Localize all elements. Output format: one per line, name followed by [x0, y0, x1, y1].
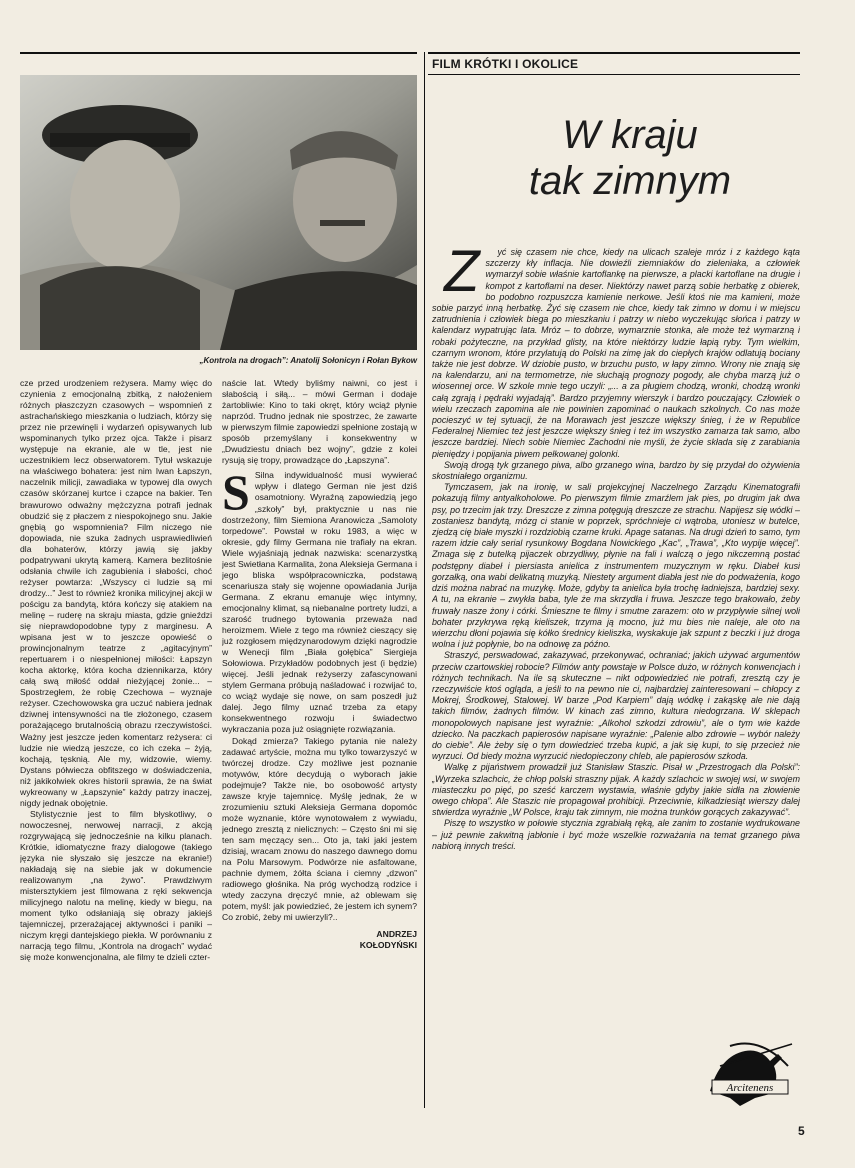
logo-text: Arcitenens — [726, 1082, 774, 1094]
photo-caption: „Kontrola na drogach”: Anatolij Sołonicyn i Rołan Bykow — [199, 356, 417, 365]
headline-line-1: W kraju — [562, 113, 698, 157]
photo-illustration — [20, 75, 417, 350]
headline-line-2: tak zimnym — [528, 159, 732, 203]
archer-icon — [700, 1036, 800, 1111]
feuilleton-paragraph-text: yć się czasem nie chce, kiedy na ulicach szaleje mróz i z każdego kąta szczerzy kły inflacja. Nie dowieźli ziemniaków do zieleniaka, a człowiek wymarzył sobie właśnie kartoflankę na pierwsze, a placki kartoflane na drugie i kompot z kartoflami na deser. Niektórzy nawet parzą sobie herbatkę z obierek, bo podobno rozpuszcza kamienie nerkowe. Jeśli ktoś nie ma kamieni, może sobie parzyć inną herbatkę. Żyć się czasem nie chce, kiedy tak zimno w domu i w miejscu zatrudnienia i człowiek biega po mieszkaniu i patrzy w niebo wyczekując słońca i patrzy w kalendarz wypatrując lata. Mróz – to dobrze, wymarznie stonka, ale może też wymarzną i robaki pożyteczne, na przykład glisty, na które niektórzy ludzie łapią ryby. Tym wielkim, czarnym wronom, które przylatują do Polski na zimę jak do ciepłych krajów odlatują bociany także nie jest dobrze. W dziobie pusto, w brzuchu pusto, w łapy zimno. Wrony nie znają się na kalendarzu, ani na termometrze, nie słuchają prognozy pogody, ale chyba marzą już o wiosennej orce. W szkole mnie tego uczyli: „... a za pługiem chodzą, wronki, chodzą wronki całą zgrają i pędraki wyjadają”. Bardzo przyjemny wierszyk i bardzo pouczający. Człowiek o wielu rzeczach zapomina ale nie powinien zapominać o naukach szkolnych. Co nas może pocieszyć w tej sytuacji, że na Morawach jest jeszcze większy śnieg, i że w Republice Federalnej Niemiec też jest jeszcze większy śnieg i też im wszystko zamarza tak samo, albo jeszcze bardziej. Niech sobie Niemiec Zachodni nie myśli, że życie składa się z zarabiania pieniędzy i popijania piwem pełkowanej golonki. — [432, 247, 800, 459]
film-still-photo — [20, 75, 417, 350]
dropcap-s: S — [222, 464, 250, 521]
article-headline — [480, 112, 780, 204]
col2-paragraph: naście lat. Wtedy byliśmy naiwni, co jest i słabością i siłą... – mówi German i dodaje żartobliwie: Kino to taki okręt, który wciąż płynie naprzód. Trudno jednak nie spostrzec, że zawarte w pierwszym filmie zapowiedzi spełnione zostają w sposób przemyślany i konsekwentny w „Dwudziestu dniach bez wojny”, gdzie z kolei rysują się tropy, prowadzące do „Łapszyna”. — [222, 378, 417, 466]
feuilleton-paragraph: Piszę to wszystko w połowie stycznia zgrabiałą ręką, ale zanim to zostanie wydrukowane – już pewnie zakwitną jabłonie i być może wszelkie rozważania na temat grzanego piwa nabiorą innych treści. — [432, 818, 800, 851]
col1-paragraph: Stylistycznie jest to film błyskotliwy, o nowoczesnej, nerwowej narracji, z akcją rozgrywającą się jednocześnie na kilku planach. Krótkie, idiomatyczne frazy dialogowe (takiego języka nie słyszało się jeszcze na ekranie!) nakładają się na siebie jak w dokumencie realizowanym „na żywo”. Prawdziwym mistersztykiem jest filmowana z ręki sekwencja milicyjnego nalotu na melinę, kiedy w biegu, na moment tylko odsłaniają się obrazy jakiejś tajemniczej, przerażającej aktywności i paniki – niczym kręgi dantejskiego piekła. W porównaniu z narracją tego filmu, „Kontrola na drogach” wydać się może konwencjonalna, ale filmy te dzieli czter- — [20, 808, 212, 963]
section-label: FILM KRÓTKI I OKOLICE — [432, 57, 579, 71]
feuilleton-paragraph: Straszyć, perswadować, zakazywać, przekonywać, ochraniać; jakich używać argumentów przeciw czartowskiej robocie? Filmów anty powstaje w Polsce dużo, w różnych konwencjach i różnych technikach. Na ile są skuteczne – nikt odpowiedzieć nie potrafi, zresztą czy je rzeczywiście ktoś ogląda, a jeśli to na pewno nie ci, najbardziej zainteresowani – chłopcy z Mokrej, Środkowej, Stalowej. W barze „Pod Karpiem” dają wódkę i zakąskę ale nie dają takich filmów, żadnych filmów. W kinach zaś zimno, kultura niedogrzana. W sklepach monopolowych napisane jest wyraźnie: „Alkohol szkodzi zdrowiu”, ale o tym wie każde dziecko. Na paczkach papierosów napisane wyraźnie: „Palenie albo zdrowie – wybór należy do ciebie”. Ale żeby się o tym dowiedzieć trzeba kupić, a jak się kupi, to się przecież nie wyrzuci. Od biedy można wyrzucić niedopieczony chleb, ale papierosów szkoda. — [432, 650, 800, 762]
article-column-2 — [222, 378, 417, 1108]
article-column-1 — [20, 378, 212, 1110]
feuilleton-paragraph: Walkę z pijaństwem prowadził już Stanisław Staszic. Pisał w „Przestrogach dla Polski”: „Wyrzeka szlachcic, że chłop polski straszny pijak. A każdy szlachcic w swojej wsi, w swojem miasteczku po pięć, po sześć karczem wystawia, właśnie gdyby jakie sidła na złowienie owego chłopa”. Ale Staszic nie propagował prohibicji. Przeciwnie, kilkadziesiąt wierszy dalej stwierdza wyraźnie „W Polsce, kraju tak zimnym, nie można trunków gorących zakazywać”. — [432, 762, 800, 818]
top-rule-left — [20, 52, 417, 54]
dropcap-z: Z — [444, 247, 480, 304]
col2-paragraph-silna — [222, 464, 417, 735]
feuilleton-paragraph-first — [432, 247, 800, 460]
arcitenens-logo — [700, 1036, 800, 1111]
col1-paragraph: cze przed urodzeniem reżysera. Mamy więc do czynienia z emocjonalną zbitką, z nałożeniem różnych płaszczyzn czasowych – wspomnień z astrachańskiego mieszkania o ludziach, którzy się przez nie przewinęli i wydarzeń opisywanych lub wspominanych tylko przez ojca. Także i pisarz występuje na ekranie, ale w tle, jest nie uczestnikiem lecz obserwatorem. Tytuł wskazuje na właściwego bohatera: jest nim Iwan Łapszyn, naczelnik milicji, zawadiaka w typowej dla owych czasów skórzanej kurtce i czapce na bakier. Ten brawurowo odważny mężczyzna potrafi jednak obudzić się z płaczem z niespokojnego snu. Jakie gnębią go wspomnienia? Film niczego nie dopowiada, nie szuka żadnych usprawiedliwień dla bohaterów, którzy jawią się jakby podpatrywani ukrytą kamerą. Kamera bezlitośnie odsłania chwile ich zagubienia i słabości, choć reżyser powtarza: „Wszyscy ci ludzie są mi drodzy...” Jest to również kronika milicyjnej akcji w pościgu za bandytą, która kończy się atakiem na melinę – ruderę na skraju miasta, gdzie gnieździ się nieprawdopodobne typy z marginesu. A wpisana jest w to jeszcze opowieść o prowincjonalnym teatrze z „agitacyjnym” repertuarem i o niespełnionej miłości: Łapszyn kocha aktorkę, która kocha dziennikarza, który całą swą miłość oddał nieżyjącej żonie... – Spostrzegłem, że robię Czechowa – wyznaje reżyser. Czechowowska gra uczuć nabiera jednak dziwnej intensywności na tle złożonego, czasem porażającego brutalnością obrazu rzeczywistości. Ważny jest jeszcze jeden komentarz reżysera: ci ludzie nie wiedzą jeszcze, co ich czeka – żyją, kochają, tęsknią. Ale my, widzowie, wiemy. Dystans półwiecza obfitszego w doświadczenia, niż jakikolwiek okres historii sprawia, że na świat wykreowany w „Łapszynie” każdy patrzy inaczej, nigdy jednak obojętnie. — [20, 378, 212, 808]
col2-paragraph-text: Silna indywidualność musi wywierać wpływ i dlatego German nie jest dziś osamotniony. Wyraźną zapowiedzią jego „szkoły” był, praktycznie u nas nie dostrzeżony, film Siemiona Aranowicza „Samoloty torpedowe”. Powstał w roku 1983, a więc w okresie, gdy filmy Germana nie trafiały na ekran. Wiele wyjaśniają jednak nazwiska: scenarzystką jest Swietłana Karmalita, żona Aleksieja Germana i jego bliska współpracowniczka, podstawą scenariusza stały się wojenne opowiadania Jurija Germana. Z ekranu emanuje więc intymny, emocjonalny klimat, są niebanalne portrety ludzi, a szarość trudnego bytowania przeważa nad heroizmem. Wiele z tego ma również cieszący się już rozgłosem międzynarodowym dzięki nagrodzie w Wenecji film „Biała gołębica” Siergieja Sołowiowa. Przykładów podobnych jest (i będzie) więcej. Jeśli jednak reżyserzy zafascynowani stylem Germana próbują naśladować i rozwijać to, co wciąż wydaje się nowe, on sam poszedł już dalej. Jego filmy uznać trzeba za etapy konsekwentnego rozwoju i świadectwo wykraczania poza już osiągnięte rozwiązania. — [222, 470, 417, 735]
section-label-underline — [428, 74, 800, 75]
author-last-name: KOŁODYŃSKI — [359, 940, 417, 951]
col2-paragraph: Dokąd zmierza? Takiego pytania nie należy zadawać artyście, można mu tylko towarzyszyć w twórczej drodze. Czy możliwe jest poznanie motywów, które decydują o wyborach jakie podejmuje? Także nie, bo osobowość artysty zawsze kryje tajemnicę. Myślę jednak, że w zrozumieniu sztuki Aleksieja Germana dopomóc może wyznanie, które wynotowałem z wywiadu, jednego zresztą z nielicznych: – Często śni mi się ten sam męczący sen... Oto ja, taki jaki jestem dzisiaj, wracam znowu do naszego dawnego domu na Polu Marsowym. Podwórze nie asfaltowane, pachnie dymem, żółta ściana i ciemny „dzwon” radiowego głośnika. Na próg wychodzą rodzice i wtedy zaczyna dręczyć mnie, aż oblewam się potem, myśl: jak powiedzieć, że jestem ich synem? Co zrobić, żeby mi uwierzyli?.. — [222, 735, 417, 923]
column-divider — [424, 52, 425, 1108]
feuilleton-paragraph: Swoją drogą tyk grzanego piwa, albo grzanego wina, bardzo by się przydał do ożywienia skostniałego organizmu. — [432, 459, 800, 482]
feuilleton-column — [432, 247, 800, 1052]
top-rule-right — [428, 52, 800, 54]
author-signature — [222, 929, 417, 951]
page-number: 5 — [798, 1124, 805, 1138]
feuilleton-paragraph: Tymczasem, jak na ironię, w sali projekcyjnej Naczelnego Zarządu Kinematografii pokazują filmy antyalkoholowe. Po pierwszym filmie zmarźlem jak pies, po drugim jak dwa psy, po trzecim jak trzy. Dreszcze z zimna potęgują dreszcze ze strachu. Napijesz się wódki – zostaniesz bandytą, mózg ci stanie w poprzek, spróchnieje ci wątroba, utoniesz w butelce, zjedzą cię białe myszki i rozdziobią czarne kruki. Apage satanas. Na drugi dzień to samo, tym razem idzie cały serial rysunkowy Bogdana Nowickiego „Kac”, „Trawa”, „Kto wypije więcej”. Zmaga się z butelką pijaczek obrzydliwy, płynie na fali i walczą o jego nikczemną postać podstępny diabeł i piersiasta anielica z instrumentem muzycznym w ręku. Diabeł kusi gorzałką, ona wabi delikatną muzyką. Niestety argument diabła jest nie do podważenia, kogo dziś można nabrać na muzykę. Może, gdyby ta anielica była trochę ładniejsza, bardziej sexy. A tu, na ekranie – zwykła baba, tyle że ma skrzydła i fruwa. Jeszcze tego brakowało, żeby fruwały nasze żony i córki. Śmieszne te filmy i smutne zarazem: oto w przypływie silnej woli bohater przykrywa ręką kieliszek, trzyma ją mocno, już mu bies nie naleje, ale oto na wierzchu dłoni pojawia się kółko średnicy kieliszka, wyskakuje jak szpunt z beczki i już droga wolna i już popłynie, bo na odnowę za późno. — [432, 482, 800, 650]
author-first-name: ANDRZEJ — [376, 929, 417, 940]
